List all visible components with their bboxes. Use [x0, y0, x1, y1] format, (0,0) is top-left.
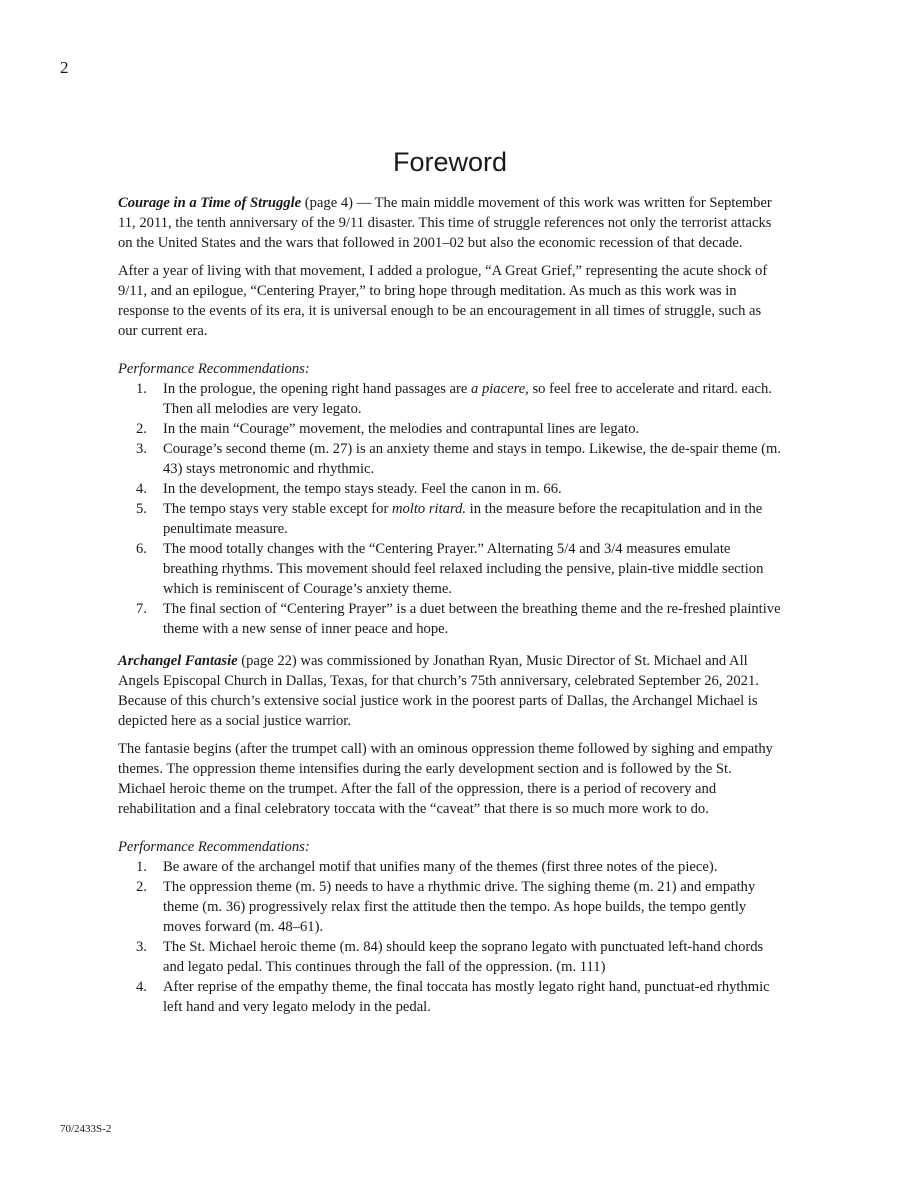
page-number: 2: [60, 58, 69, 77]
footer-code: 70/2433S-2: [60, 1123, 112, 1135]
list-item: [118, 439, 782, 479]
list-italic-text: a piacere,: [471, 381, 529, 397]
list-item: [118, 479, 782, 499]
list-text: so feel free to accelerate and ritard. each. Then all melodies are very legato.: [163, 381, 772, 417]
list-number: 1.: [136, 859, 147, 875]
foreword-content: [118, 145, 782, 1017]
list-number: 2.: [136, 421, 147, 437]
section1-intro-text: (page 4) — The main middle movement of this work was written for September 11, 2011, the tenth anniversary of the 9/11 disaster. This time of struggle references not only the terrorist attacks on the United States and the wars that followed in 2001–02 but also the economic recession of that decade.: [118, 195, 772, 251]
list-item: [118, 539, 782, 599]
list-item: [118, 419, 782, 439]
list-item: [118, 379, 782, 419]
section2-perf-heading: Performance Recommendations:: [118, 839, 310, 855]
list-number: 4.: [136, 481, 147, 497]
list-number: 2.: [136, 879, 147, 895]
list-text: In the prologue, the opening right hand passages are: [163, 381, 472, 397]
section2-intro-text: (page 22) was commissioned by Jonathan Ryan, Music Director of St. Michael and All Angels Episcopal Church in Dallas, Texas, for that church’s 75th anniversary, celebrated September 26, 2021. Because of this church’s extensive social justice work in the poorest parts of Dallas, the Archangel Michael is depicted here as a social justice warrior.: [118, 653, 759, 729]
list-number: 7.: [136, 601, 147, 617]
list-text: In the development, the tempo stays steady. Feel the canon in m. 66.: [163, 481, 562, 497]
list-item: [118, 499, 782, 539]
list-number: 3.: [136, 441, 147, 457]
list-text: The tempo stays very stable except for: [163, 501, 392, 517]
list-item: [118, 877, 782, 937]
section1-title: Courage in a Time of Struggle: [118, 195, 302, 211]
page-title: Foreword: [392, 147, 508, 177]
list-number: 5.: [136, 501, 147, 517]
section1-perf-heading: Performance Recommendations:: [118, 361, 310, 377]
list-number: 3.: [136, 939, 147, 955]
section1-intro: [118, 193, 782, 253]
list-text: After reprise of the empathy theme, the final toccata has mostly legato right hand, punctuat-ed rhythmic left hand and very legato melody in the pedal.: [163, 979, 770, 1015]
section2-intro: [118, 651, 782, 731]
list-item: [118, 599, 782, 639]
section2-recommendations: [118, 857, 782, 1017]
list-text: The oppression theme (m. 5) needs to have a rhythmic drive. The sighing theme (m. 21) and empathy theme (m. 36) progressively relax first the attitude then the tempo. As hope builds, the tempo gently moves forward (m. 48–61).: [163, 879, 756, 935]
list-item: [118, 857, 782, 877]
section2-paragraph2: The fantasie begins (after the trumpet call) with an ominous oppression theme followed by sighing and empathy themes. The oppression theme intensifies during the early development section and is followed by the St. Michael heroic theme on the trumpet. After the fall of the oppression, there is a period of recovery and rehabilitation and a final celebratory toccata with the “caveat” that there is so much more work to do.: [118, 741, 773, 817]
section1-recommendations: [118, 379, 782, 639]
list-text: Courage’s second theme (m. 27) is an anxiety theme and stays in tempo. Likewise, the de-spair theme (m. 43) stays metronomic and rhythmic.: [163, 441, 782, 477]
list-number: 1.: [136, 381, 147, 397]
list-text: Be aware of the archangel motif that unifies many of the themes (first three notes of the piece).: [163, 859, 718, 875]
list-item: [118, 977, 782, 1017]
list-text: The final section of “Centering Prayer” is a duet between the breathing theme and the re-freshed plaintive theme with a new sense of inner peace and hope.: [163, 601, 781, 637]
list-number: 4.: [136, 979, 147, 995]
list-text: The St. Michael heroic theme (m. 84) should keep the soprano legato with punctuated left-hand chords and legato pedal. This continues through the fall of the oppression. (m. 111): [163, 939, 764, 975]
list-text: The mood totally changes with the “Centering Prayer.” Alternating 5/4 and 3/4 measures emulate breathing rhythms. This movement should feel relaxed including the pensive, plain-tive middle section which is reminiscent of Courage’s anxiety theme.: [163, 541, 764, 597]
list-text: in the measure before the recapitulation and in the penultimate measure.: [163, 501, 763, 537]
section2-title: Archangel Fantasie: [118, 653, 238, 669]
list-text: In the main “Courage” movement, the melodies and contrapuntal lines are legato.: [163, 421, 640, 437]
section1-paragraph2: After a year of living with that movement, I added a prologue, “A Great Grief,” representing the acute shock of 9/11, and an epilogue, “Centering Prayer,” to bring hope through meditation. As much as this work was in response to the events of its era, it is universal enough to be an encouragement in all times of struggle, such as our current era.: [118, 263, 768, 339]
list-item: [118, 937, 782, 977]
list-italic-text: molto ritard.: [391, 501, 467, 517]
list-number: 6.: [136, 541, 147, 557]
